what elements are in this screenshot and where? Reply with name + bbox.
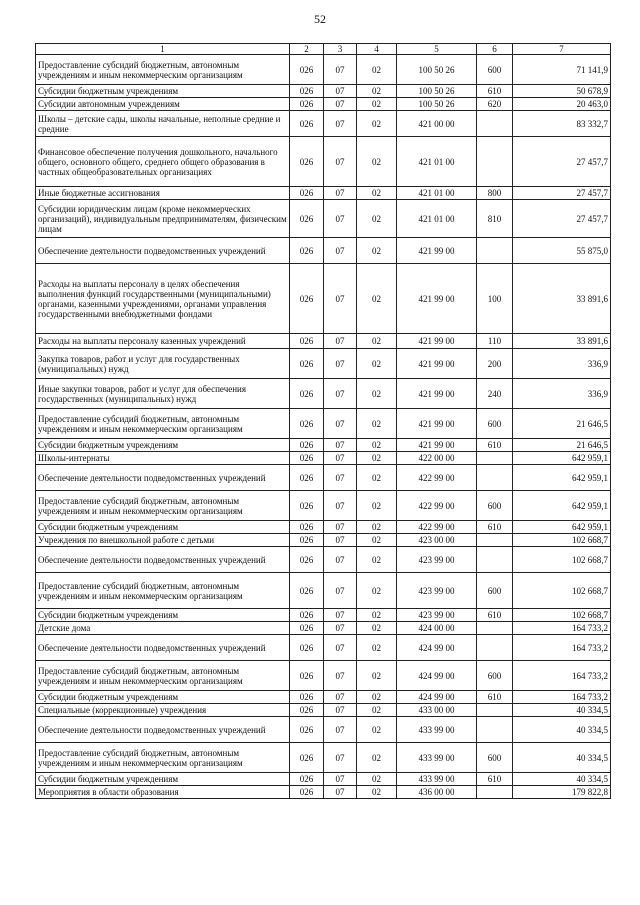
target-article-cell: 424 99 00 (397, 661, 477, 691)
item-name-cell: Субсидии бюджетным учреждениям (36, 773, 290, 786)
target-article-cell: 421 99 00 (397, 439, 477, 452)
ministry-code-cell: 026 (290, 704, 324, 717)
ministry-code-cell: 026 (290, 334, 324, 349)
section-code-cell: 07 (324, 534, 357, 547)
expense-type-cell: 620 (477, 98, 513, 111)
table-row (36, 743, 611, 773)
item-name-cell: Обеспечение деятельности подведомственных учреждений (36, 547, 290, 573)
section-code-cell: 07 (324, 264, 357, 334)
item-name-cell: Закупка товаров, работ и услуг для государственных (муниципальных) нужд (36, 349, 290, 379)
section-code-cell: 07 (324, 491, 357, 521)
item-name-cell: Иные бюджетные ассигнования (36, 187, 290, 200)
expense-type-cell (477, 465, 513, 491)
subsection-code-cell: 02 (357, 452, 397, 465)
target-article-cell: 424 99 00 (397, 691, 477, 704)
subsection-code-cell: 02 (357, 773, 397, 786)
table-row (36, 439, 611, 452)
section-code-cell: 07 (324, 521, 357, 534)
ministry-code-cell: 026 (290, 452, 324, 465)
section-code-cell: 07 (324, 622, 357, 635)
subsection-code-cell: 02 (357, 379, 397, 409)
target-article-cell: 423 99 00 (397, 547, 477, 573)
target-article-cell: 421 99 00 (397, 349, 477, 379)
target-article-cell: 100 50 26 (397, 98, 477, 111)
subsection-code-cell: 02 (357, 264, 397, 334)
header-row (36, 44, 611, 55)
section-code-cell: 07 (324, 98, 357, 111)
table-row (36, 452, 611, 465)
section-code-cell: 07 (324, 452, 357, 465)
amount-cell: 71 141,9 (513, 55, 611, 85)
table-row (36, 573, 611, 609)
section-code-cell: 07 (324, 334, 357, 349)
expense-type-cell: 800 (477, 187, 513, 200)
ministry-code-cell: 026 (290, 717, 324, 743)
item-name-cell: Специальные (коррекционные) учреждения (36, 704, 290, 717)
table-row (36, 635, 611, 661)
subsection-code-cell: 02 (357, 409, 397, 439)
table-row (36, 661, 611, 691)
ministry-code-cell: 026 (290, 409, 324, 439)
expense-type-cell (477, 452, 513, 465)
section-code-cell: 07 (324, 743, 357, 773)
expense-type-cell: 610 (477, 439, 513, 452)
expense-type-cell (477, 635, 513, 661)
amount-cell: 27 457,7 (513, 200, 611, 238)
ministry-code-cell: 026 (290, 773, 324, 786)
subsection-code-cell: 02 (357, 622, 397, 635)
expense-type-cell: 600 (477, 55, 513, 85)
table-row (36, 691, 611, 704)
subsection-code-cell: 02 (357, 137, 397, 187)
subsection-code-cell: 02 (357, 111, 397, 137)
item-name-cell: Расходы на выплаты персоналу казенных учреждений (36, 334, 290, 349)
table-row (36, 521, 611, 534)
expense-type-cell: 110 (477, 334, 513, 349)
expense-type-cell: 600 (477, 661, 513, 691)
expense-type-cell (477, 137, 513, 187)
expense-type-cell (477, 622, 513, 635)
target-article-cell: 421 99 00 (397, 409, 477, 439)
expense-type-cell (477, 704, 513, 717)
amount-cell: 642 959,1 (513, 521, 611, 534)
ministry-code-cell: 026 (290, 743, 324, 773)
section-code-cell: 07 (324, 465, 357, 491)
amount-cell: 164 733,2 (513, 635, 611, 661)
subsection-code-cell: 02 (357, 743, 397, 773)
item-name-cell: Предоставление субсидий бюджетным, автономным учреждениям и иным некоммерческим организациям (36, 55, 290, 85)
expense-type-cell (477, 111, 513, 137)
table-row (36, 200, 611, 238)
table-row (36, 465, 611, 491)
expense-type-cell: 100 (477, 264, 513, 334)
subsection-code-cell: 02 (357, 573, 397, 609)
ministry-code-cell: 026 (290, 111, 324, 137)
section-code-cell: 07 (324, 547, 357, 573)
table-row (36, 238, 611, 264)
amount-cell: 33 891,6 (513, 334, 611, 349)
expense-type-cell: 610 (477, 521, 513, 534)
table-row (36, 717, 611, 743)
target-article-cell: 433 99 00 (397, 717, 477, 743)
budget-table (35, 43, 611, 799)
amount-cell: 164 733,2 (513, 622, 611, 635)
amount-cell: 336,9 (513, 349, 611, 379)
item-name-cell: Предоставление субсидий бюджетным, автономным учреждениям и иным некоммерческим организациям (36, 661, 290, 691)
expense-type-cell (477, 547, 513, 573)
item-name-cell: Субсидии бюджетным учреждениям (36, 609, 290, 622)
section-code-cell: 07 (324, 717, 357, 743)
amount-cell: 164 733,2 (513, 661, 611, 691)
target-article-cell: 421 01 00 (397, 137, 477, 187)
table-row (36, 409, 611, 439)
header-col-7: 7 (513, 44, 611, 55)
expense-type-cell: 200 (477, 349, 513, 379)
item-name-cell: Обеспечение деятельности подведомственных учреждений (36, 717, 290, 743)
subsection-code-cell: 02 (357, 187, 397, 200)
expense-type-cell: 610 (477, 691, 513, 704)
subsection-code-cell: 02 (357, 521, 397, 534)
amount-cell: 55 875,0 (513, 238, 611, 264)
header-col-2: 2 (290, 44, 324, 55)
amount-cell: 21 646,5 (513, 409, 611, 439)
ministry-code-cell: 026 (290, 547, 324, 573)
ministry-code-cell: 026 (290, 534, 324, 547)
subsection-code-cell: 02 (357, 609, 397, 622)
item-name-cell: Субсидии бюджетным учреждениям (36, 691, 290, 704)
expense-type-cell: 600 (477, 409, 513, 439)
ministry-code-cell: 026 (290, 349, 324, 379)
table-row (36, 349, 611, 379)
table-row (36, 547, 611, 573)
table-row (36, 98, 611, 111)
ministry-code-cell: 026 (290, 85, 324, 98)
table-row (36, 534, 611, 547)
amount-cell: 102 668,7 (513, 609, 611, 622)
subsection-code-cell: 02 (357, 661, 397, 691)
ministry-code-cell: 026 (290, 635, 324, 661)
item-name-cell: Субсидии бюджетным учреждениям (36, 85, 290, 98)
target-article-cell: 433 00 00 (397, 704, 477, 717)
section-code-cell: 07 (324, 573, 357, 609)
section-code-cell: 07 (324, 111, 357, 137)
table-row (36, 55, 611, 85)
item-name-cell: Расходы на выплаты персоналу в целях обеспечения выполнения функций государственными (муниципальными) органами, казенными учреждениями, органами управления государственными внебюджетными фондами (36, 264, 290, 334)
section-code-cell: 07 (324, 439, 357, 452)
item-name-cell: Предоставление субсидий бюджетным, автономным учреждениям и иным некоммерческим организациям (36, 743, 290, 773)
header-col-6: 6 (477, 44, 513, 55)
subsection-code-cell: 02 (357, 85, 397, 98)
page-number: 52 (314, 12, 326, 26)
expense-type-cell: 240 (477, 379, 513, 409)
subsection-code-cell: 02 (357, 439, 397, 452)
item-name-cell: Субсидии бюджетным учреждениям (36, 521, 290, 534)
expense-type-cell (477, 717, 513, 743)
section-code-cell: 07 (324, 661, 357, 691)
ministry-code-cell: 026 (290, 98, 324, 111)
table-row (36, 773, 611, 786)
expense-type-cell: 610 (477, 773, 513, 786)
expense-type-cell: 600 (477, 573, 513, 609)
section-code-cell: 07 (324, 409, 357, 439)
subsection-code-cell: 02 (357, 238, 397, 264)
section-code-cell: 07 (324, 635, 357, 661)
item-name-cell: Субсидии юридическим лицам (кроме некоммерческих организаций), индивидуальным предпринимателям, физическим лицам (36, 200, 290, 238)
amount-cell: 336,9 (513, 379, 611, 409)
target-article-cell: 424 00 00 (397, 622, 477, 635)
section-code-cell: 07 (324, 200, 357, 238)
amount-cell: 164 733,2 (513, 691, 611, 704)
expense-type-cell: 600 (477, 491, 513, 521)
target-article-cell: 422 99 00 (397, 491, 477, 521)
item-name-cell: Обеспечение деятельности подведомственных учреждений (36, 238, 290, 264)
section-code-cell: 07 (324, 704, 357, 717)
expense-type-cell: 610 (477, 609, 513, 622)
amount-cell: 40 334,5 (513, 743, 611, 773)
ministry-code-cell: 026 (290, 439, 324, 452)
target-article-cell: 436 00 00 (397, 786, 477, 799)
table-row (36, 85, 611, 98)
ministry-code-cell: 026 (290, 609, 324, 622)
ministry-code-cell: 026 (290, 137, 324, 187)
item-name-cell: Субсидии бюджетным учреждениям (36, 439, 290, 452)
item-name-cell: Предоставление субсидий бюджетным, автономным учреждениям и иным некоммерческим организациям (36, 409, 290, 439)
section-code-cell: 07 (324, 609, 357, 622)
expense-type-cell (477, 786, 513, 799)
expense-type-cell: 610 (477, 85, 513, 98)
table-row (36, 609, 611, 622)
amount-cell: 102 668,7 (513, 534, 611, 547)
amount-cell: 102 668,7 (513, 573, 611, 609)
amount-cell: 642 959,1 (513, 491, 611, 521)
table-row (36, 264, 611, 334)
subsection-code-cell: 02 (357, 55, 397, 85)
subsection-code-cell: 02 (357, 534, 397, 547)
item-name-cell: Школы – детские сады, школы начальные, неполные средние и средние (36, 111, 290, 137)
subsection-code-cell: 02 (357, 491, 397, 521)
target-article-cell: 421 01 00 (397, 200, 477, 238)
ministry-code-cell: 026 (290, 264, 324, 334)
amount-cell: 27 457,7 (513, 137, 611, 187)
section-code-cell: 07 (324, 55, 357, 85)
item-name-cell: Мероприятия в области образования (36, 786, 290, 799)
ministry-code-cell: 026 (290, 491, 324, 521)
subsection-code-cell: 02 (357, 465, 397, 491)
subsection-code-cell: 02 (357, 704, 397, 717)
table-row (36, 622, 611, 635)
item-name-cell: Обеспечение деятельности подведомственных учреждений (36, 465, 290, 491)
amount-cell: 27 457,7 (513, 187, 611, 200)
subsection-code-cell: 02 (357, 635, 397, 661)
subsection-code-cell: 02 (357, 717, 397, 743)
amount-cell: 40 334,5 (513, 773, 611, 786)
subsection-code-cell: 02 (357, 691, 397, 704)
table-row (36, 334, 611, 349)
ministry-code-cell: 026 (290, 521, 324, 534)
target-article-cell: 433 99 00 (397, 773, 477, 786)
ministry-code-cell: 026 (290, 661, 324, 691)
ministry-code-cell: 026 (290, 786, 324, 799)
table-row (36, 491, 611, 521)
section-code-cell: 07 (324, 349, 357, 379)
target-article-cell: 421 01 00 (397, 187, 477, 200)
amount-cell: 50 678,9 (513, 85, 611, 98)
amount-cell: 102 668,7 (513, 547, 611, 573)
target-article-cell: 422 99 00 (397, 465, 477, 491)
target-article-cell: 433 99 00 (397, 743, 477, 773)
table-row (36, 379, 611, 409)
ministry-code-cell: 026 (290, 573, 324, 609)
amount-cell: 21 646,5 (513, 439, 611, 452)
target-article-cell: 100 50 26 (397, 85, 477, 98)
target-article-cell: 422 00 00 (397, 452, 477, 465)
expense-type-cell: 810 (477, 200, 513, 238)
subsection-code-cell: 02 (357, 200, 397, 238)
target-article-cell: 421 99 00 (397, 264, 477, 334)
expense-type-cell (477, 238, 513, 264)
subsection-code-cell: 02 (357, 334, 397, 349)
target-article-cell: 423 00 00 (397, 534, 477, 547)
amount-cell: 40 334,5 (513, 717, 611, 743)
subsection-code-cell: 02 (357, 786, 397, 799)
table-row (36, 137, 611, 187)
amount-cell: 40 334,5 (513, 704, 611, 717)
section-code-cell: 07 (324, 379, 357, 409)
header-col-3: 3 (324, 44, 357, 55)
target-article-cell: 421 99 00 (397, 238, 477, 264)
expense-type-cell (477, 534, 513, 547)
header-col-4: 4 (357, 44, 397, 55)
item-name-cell: Детские дома (36, 622, 290, 635)
item-name-cell: Обеспечение деятельности подведомственных учреждений (36, 635, 290, 661)
amount-cell: 20 463,0 (513, 98, 611, 111)
item-name-cell: Субсидии автономным учреждениям (36, 98, 290, 111)
item-name-cell: Предоставление субсидий бюджетным, автономным учреждениям и иным некоммерческим организациям (36, 491, 290, 521)
ministry-code-cell: 026 (290, 187, 324, 200)
target-article-cell: 100 50 26 (397, 55, 477, 85)
section-code-cell: 07 (324, 773, 357, 786)
target-article-cell: 422 99 00 (397, 521, 477, 534)
target-article-cell: 423 99 00 (397, 609, 477, 622)
expense-type-cell: 600 (477, 743, 513, 773)
subsection-code-cell: 02 (357, 547, 397, 573)
subsection-code-cell: 02 (357, 98, 397, 111)
amount-cell: 83 332,7 (513, 111, 611, 137)
ministry-code-cell: 026 (290, 55, 324, 85)
table-row (36, 704, 611, 717)
section-code-cell: 07 (324, 691, 357, 704)
header-col-1: 1 (36, 44, 290, 55)
item-name-cell: Иные закупки товаров, работ и услуг для обеспечения государственных (муниципальных) нужд (36, 379, 290, 409)
target-article-cell: 423 99 00 (397, 573, 477, 609)
ministry-code-cell: 026 (290, 379, 324, 409)
table-row (36, 111, 611, 137)
item-name-cell: Предоставление субсидий бюджетным, автономным учреждениям и иным некоммерческим организациям (36, 573, 290, 609)
amount-cell: 642 959,1 (513, 465, 611, 491)
amount-cell: 33 891,6 (513, 264, 611, 334)
target-article-cell: 424 99 00 (397, 635, 477, 661)
table-row (36, 786, 611, 799)
amount-cell: 179 822,8 (513, 786, 611, 799)
ministry-code-cell: 026 (290, 238, 324, 264)
section-code-cell: 07 (324, 85, 357, 98)
section-code-cell: 07 (324, 137, 357, 187)
section-code-cell: 07 (324, 187, 357, 200)
target-article-cell: 421 00 00 (397, 111, 477, 137)
target-article-cell: 421 99 00 (397, 379, 477, 409)
ministry-code-cell: 026 (290, 622, 324, 635)
item-name-cell: Школы-интернаты (36, 452, 290, 465)
header-col-5: 5 (397, 44, 477, 55)
item-name-cell: Финансовое обеспечение получения дошкольного, начального общего, основного общего, среднего общего образования в частных общеобразовательных организациях (36, 137, 290, 187)
ministry-code-cell: 026 (290, 465, 324, 491)
ministry-code-cell: 026 (290, 200, 324, 238)
subsection-code-cell: 02 (357, 349, 397, 379)
table-row (36, 187, 611, 200)
section-code-cell: 07 (324, 238, 357, 264)
target-article-cell: 421 99 00 (397, 334, 477, 349)
amount-cell: 642 959,1 (513, 452, 611, 465)
ministry-code-cell: 026 (290, 691, 324, 704)
item-name-cell: Учреждения по внешкольной работе с детьми (36, 534, 290, 547)
section-code-cell: 07 (324, 786, 357, 799)
